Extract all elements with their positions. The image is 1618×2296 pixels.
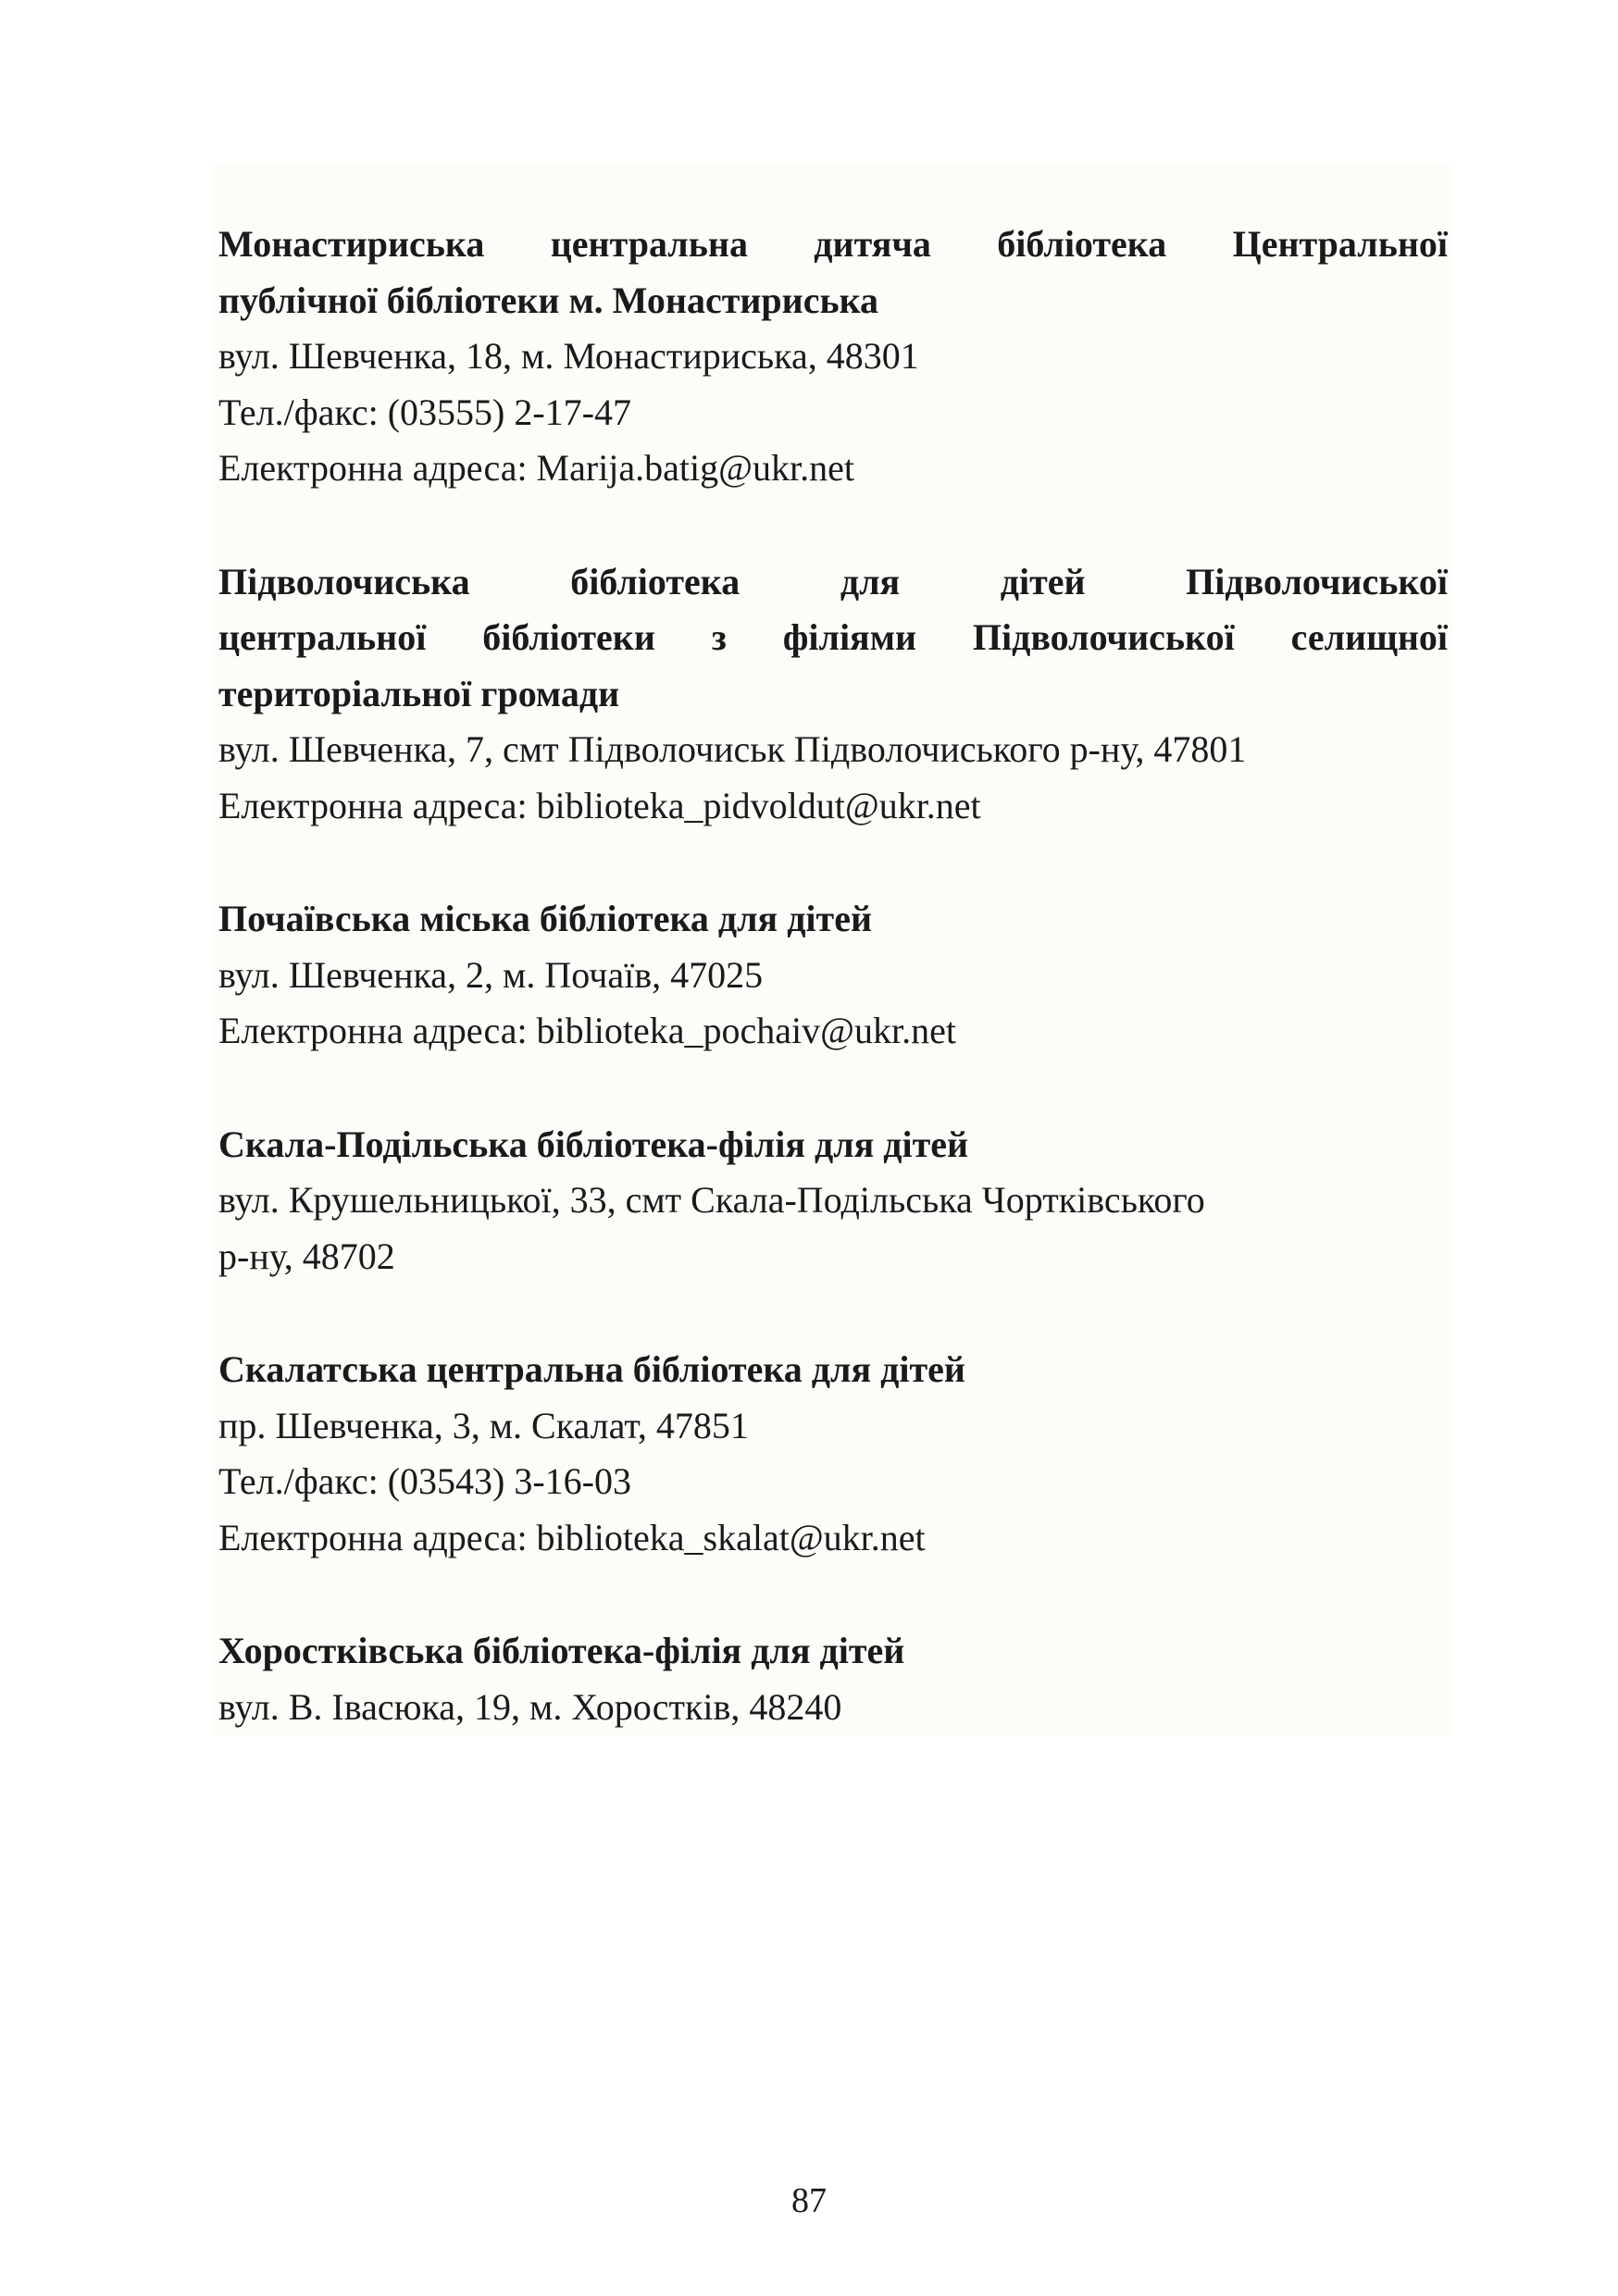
library-address: вул. В. Івасюка, 19, м. Хоростків, 48240	[218, 1685, 842, 1728]
library-entry	[218, 1117, 1448, 1285]
library-address: пр. Шевченка, 3, м. Скалат, 47851	[218, 1404, 749, 1446]
library-title-line: центральної бібліотеки з філіями Підволочиської селищної	[218, 616, 1448, 658]
library-entry	[218, 891, 1448, 1060]
library-entry	[218, 217, 1448, 497]
library-email: Електронна адреса: Marija.batig@ukr.net	[218, 447, 854, 489]
library-address: вул. Крушельницької, 33, смт Скала-Подільська Чортківського	[218, 1179, 1205, 1221]
library-title-line: Монастириська центральна дитяча бібліотека Центральної	[218, 223, 1448, 265]
library-title-line: Підволочиська бібліотека для дітей Підволочиської	[218, 560, 1448, 602]
library-directory	[213, 163, 1453, 1736]
library-email: Електронна адреса: biblioteka_skalat@ukr.net	[218, 1516, 926, 1558]
library-title-line: територіальної громади	[218, 672, 620, 714]
library-title-line: Почаївська міська бібліотека для дітей	[218, 898, 872, 939]
library-title-line: публічної бібліотеки м. Монастириська	[218, 279, 879, 321]
library-entry	[218, 1623, 1448, 1735]
library-email: Електронна адреса: biblioteka_pidvoldut@ukr.net	[218, 784, 981, 826]
library-address: вул. Шевченка, 18, м. Монастириська, 48301	[218, 335, 919, 377]
library-address: вул. Шевченка, 7, смт Підволочиськ Підволочиського р-ну, 47801	[218, 728, 1247, 770]
library-entry	[218, 1342, 1448, 1566]
library-phone: Тел./факс: (03555) 2-17-47	[218, 391, 631, 433]
library-title-line: Скала-Подільська бібліотека-філія для дітей	[218, 1123, 969, 1165]
library-phone: Тел./факс: (03543) 3-16-03	[218, 1460, 631, 1502]
library-title-line: Хоростківська бібліотека-філія для дітей	[218, 1630, 905, 1671]
library-address: вул. Шевченка, 2, м. Почаїв, 47025	[218, 953, 764, 996]
library-entry	[218, 554, 1448, 835]
library-email: Електронна адреса: biblioteka_pochaiv@ukr.net	[218, 1010, 956, 1051]
library-title-line: Скалатська центральна бібліотека для дітей	[218, 1348, 965, 1390]
library-address-continued: р-ну, 48702	[218, 1235, 395, 1277]
page-number: 87	[791, 2181, 827, 2220]
